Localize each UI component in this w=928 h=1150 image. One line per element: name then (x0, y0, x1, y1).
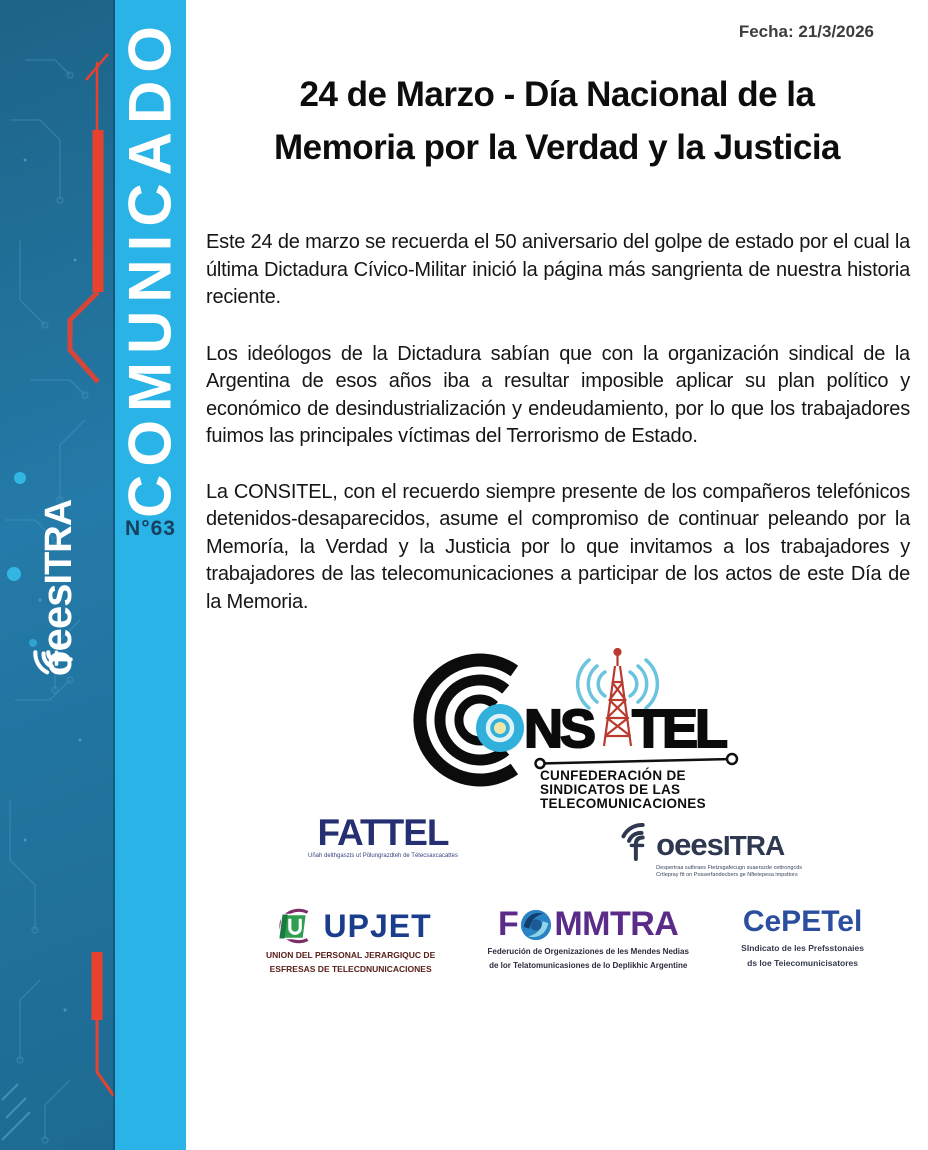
radio-tower-icon (604, 649, 631, 746)
consitel-logo-art (400, 642, 760, 812)
sun-circle-icon (476, 704, 524, 752)
sidebar (0, 0, 186, 1150)
fommtra-tagline: Federución de Orgenizaziones de les Mendes Nedias (487, 947, 689, 956)
page-title (196, 68, 918, 174)
consitel-logo (186, 642, 928, 812)
date-label: Fecha: 21/3/2026 (738, 22, 874, 41)
foeesitra-taglines: Despertraa suthraes Ftetzsgafecugn suaerszde cettrongcds Crtlepray ftt on Posserfandecbers ge Nftetepesa impsttors (656, 865, 802, 878)
foeesitra-logo (620, 814, 802, 879)
comunicado-band (115, 0, 186, 1150)
swirl-globe-icon (519, 908, 553, 942)
paragraph: La CONSITEL, con el recuerdo siempre presente de los compañeros telefónicos detenidos-desaparecidos, asume el compromiso de continuar peleando por la Memoría, la Verdad y la Justicia por lo que invitamos a los trabajadores y trabajadores de las telecomunicaciones a participar de los actos de este Día de la Memoria. (206, 480, 910, 613)
paragraph: Este 24 de marzo se recuerda el 50 aniversario del golpe de estado por el cual la última Dictadura Cívico-Militar inició la página más sangrienta de nuestra historia reciente. (206, 231, 910, 308)
logo-row-2 (186, 905, 928, 975)
upjet-logo (266, 905, 435, 975)
cepetel-logo (741, 905, 864, 969)
logo-row-1 (186, 814, 928, 879)
upjet-tagline: UNION DEL PERSONAL JERARGIQUC DE (266, 950, 436, 960)
issue-number: N°63 (125, 517, 176, 540)
circuit-panel (0, 0, 115, 1150)
upjet-wordmark: UPJET (323, 907, 432, 944)
fattel-wordmark: FATTEL (317, 812, 449, 853)
fattel-logo (308, 814, 458, 859)
monitor-u-icon (270, 905, 318, 947)
cepetel-wordmark: CePETel (742, 905, 863, 938)
fattel-tagline: Uñah delthgaszts ut Pölungrazdteh de Tétecsaxcacattes (308, 853, 458, 859)
consitel-org-line: CUNFEDERACIÓN DE (540, 768, 686, 783)
foeesitra-vertical-logo (33, 500, 81, 676)
fommtra-tagline: de lor Telatomunicasiones de lo Deplikhic Argentine (489, 960, 688, 970)
body-text (206, 229, 910, 616)
comunicado-label: COMUNICADO (116, 18, 184, 518)
signal-arcs-icon (33, 640, 73, 676)
paragraph: Los ideólogos de la Dictadura sabían que con la organización sindical de la Argentina de esos años iba a resultar imposible aplicar su plan político y económico de desindustrialización y endeudamiento, por lo que los trabajadores fuimos las principales víctimas del Terrorismo de Estado. (206, 342, 910, 447)
foeesitra-wordmark: oeesITRA (33, 499, 80, 677)
cepetel-tagline: SIndicato de les Prefsstonaies (741, 943, 864, 953)
cepetel-tagline: ds loe Teiecomunicisatores (747, 958, 859, 968)
consitel-org-line: SINDICATOS DE LAS (540, 782, 681, 797)
document-body (186, 0, 928, 1150)
title-line-2: Memoria por la Verdad y la Justicia (273, 128, 841, 167)
fommtra-wordmark-rest: MMTRA (554, 905, 679, 943)
title-line-1: 24 de Marzo - Día Nacional de la (299, 75, 815, 114)
consitel-wordmark-left: NS (524, 699, 594, 759)
fommtra-logo (488, 905, 689, 971)
consitel-org-line: TELECOMUNICACIONES (540, 796, 706, 811)
consitel-wordmark-right: TEL (632, 699, 725, 759)
signal-arcs-icon (620, 820, 654, 864)
fommtra-wordmark-f: F (498, 905, 519, 943)
foeesitra-wordmark: oeesITRA (656, 827, 785, 862)
upjet-tagline: ESFRESAS DE TELECDNUNICACIONES (269, 964, 432, 974)
